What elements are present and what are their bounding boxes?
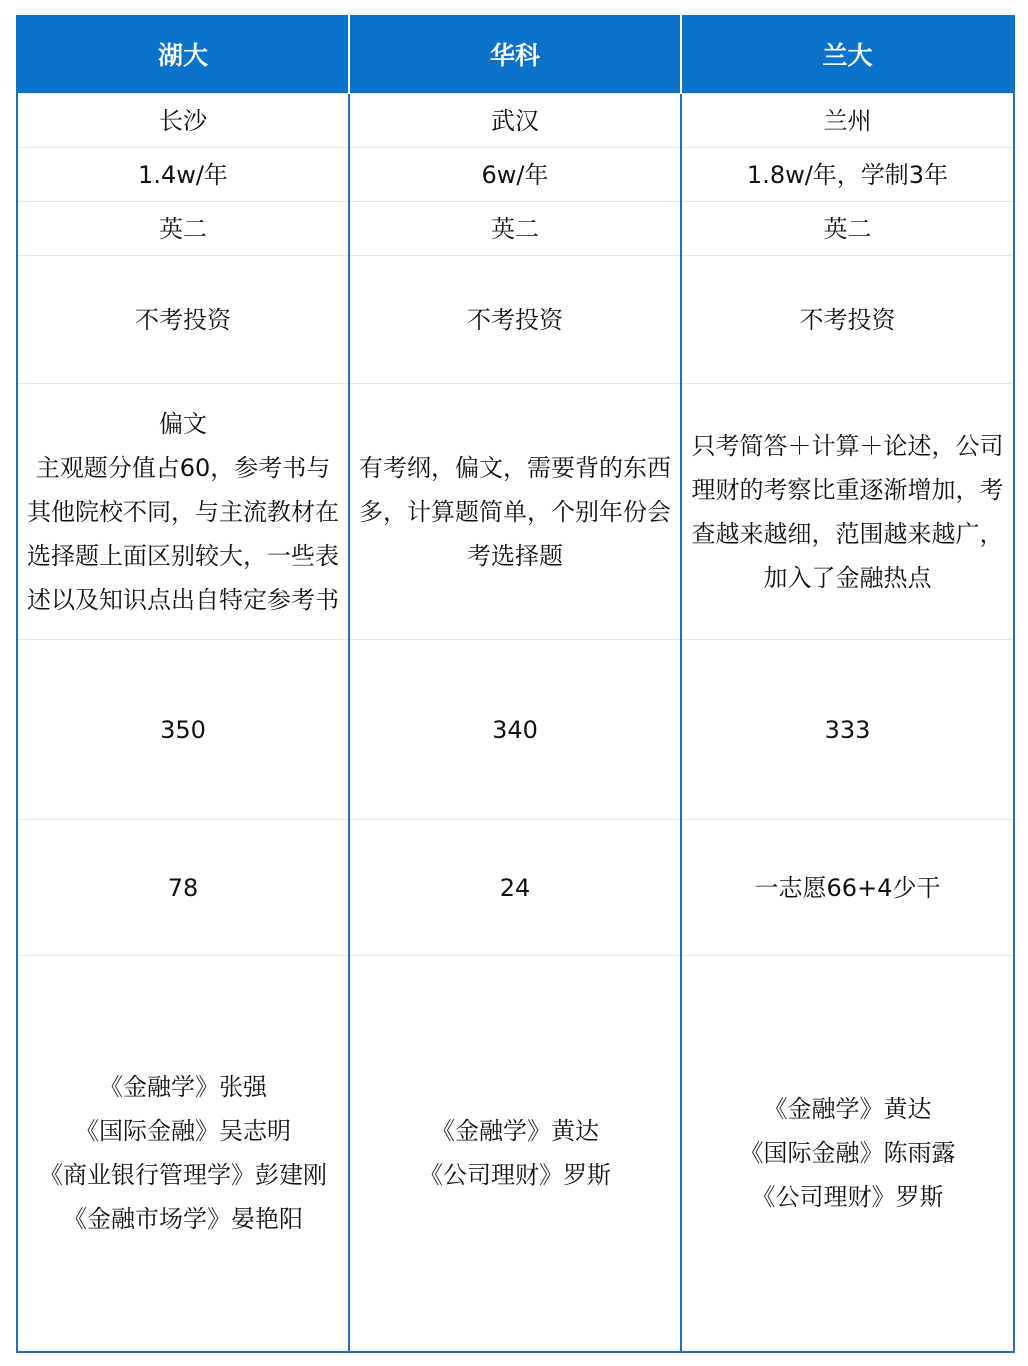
table-cell: 武汉 — [349, 94, 681, 148]
row-city — [17, 94, 1014, 148]
table-cell: 333 — [681, 640, 1014, 820]
table-header — [17, 15, 1014, 94]
table-cell: 350 — [17, 640, 349, 820]
header-school-lanzhou: 兰大 — [681, 15, 1014, 94]
header-school-huake: 华科 — [349, 15, 681, 94]
table-cell: 不考投资 — [17, 256, 349, 384]
row-reference-books — [17, 956, 1014, 1352]
table-cell: 78 — [17, 820, 349, 956]
school-comparison-table — [16, 15, 1015, 1353]
row-english — [17, 202, 1014, 256]
table-cell: 兰州 — [681, 94, 1014, 148]
table-cell: 不考投资 — [349, 256, 681, 384]
table-cell: 24 — [349, 820, 681, 956]
header-school-hunan: 湖大 — [17, 15, 349, 94]
table-cell: 1.4w/年 — [17, 148, 349, 202]
table-cell: 长沙 — [17, 94, 349, 148]
table-cell: 英二 — [349, 202, 681, 256]
row-tuition — [17, 148, 1014, 202]
table-cell: 《金融学》黄达 《国际金融》陈雨露 《公司理财》罗斯 — [681, 956, 1014, 1352]
table-cell: 一志愿66+4少干 — [681, 820, 1014, 956]
row-enrollment — [17, 820, 1014, 956]
table-cell: 《金融学》张强 《国际金融》吴志明 《商业银行管理学》彭建刚 《金融市场学》晏艳阳 — [17, 956, 349, 1352]
table-cell: 英二 — [681, 202, 1014, 256]
table-cell: 偏文 主观题分值占60，参考书与其他院校不同，与主流教材在选择题上面区别较大，一些表述以及知识点出自特定参考书 — [17, 384, 349, 640]
row-investment — [17, 256, 1014, 384]
table-cell: 《金融学》黄达 《公司理财》罗斯 — [349, 956, 681, 1352]
table-cell: 6w/年 — [349, 148, 681, 202]
table-cell: 英二 — [17, 202, 349, 256]
table-cell: 有考纲，偏文，需要背的东西多，计算题简单，个别年份会考选择题 — [349, 384, 681, 640]
table-cell: 340 — [349, 640, 681, 820]
table-cell: 不考投资 — [681, 256, 1014, 384]
table-cell: 1.8w/年，学制3年 — [681, 148, 1014, 202]
table-body — [17, 94, 1014, 1352]
row-exam-features — [17, 384, 1014, 640]
row-score-line — [17, 640, 1014, 820]
table-cell: 只考简答＋计算＋论述，公司理财的考察比重逐渐增加，考查越来越细，范围越来越广，加入了金融热点 — [681, 384, 1014, 640]
